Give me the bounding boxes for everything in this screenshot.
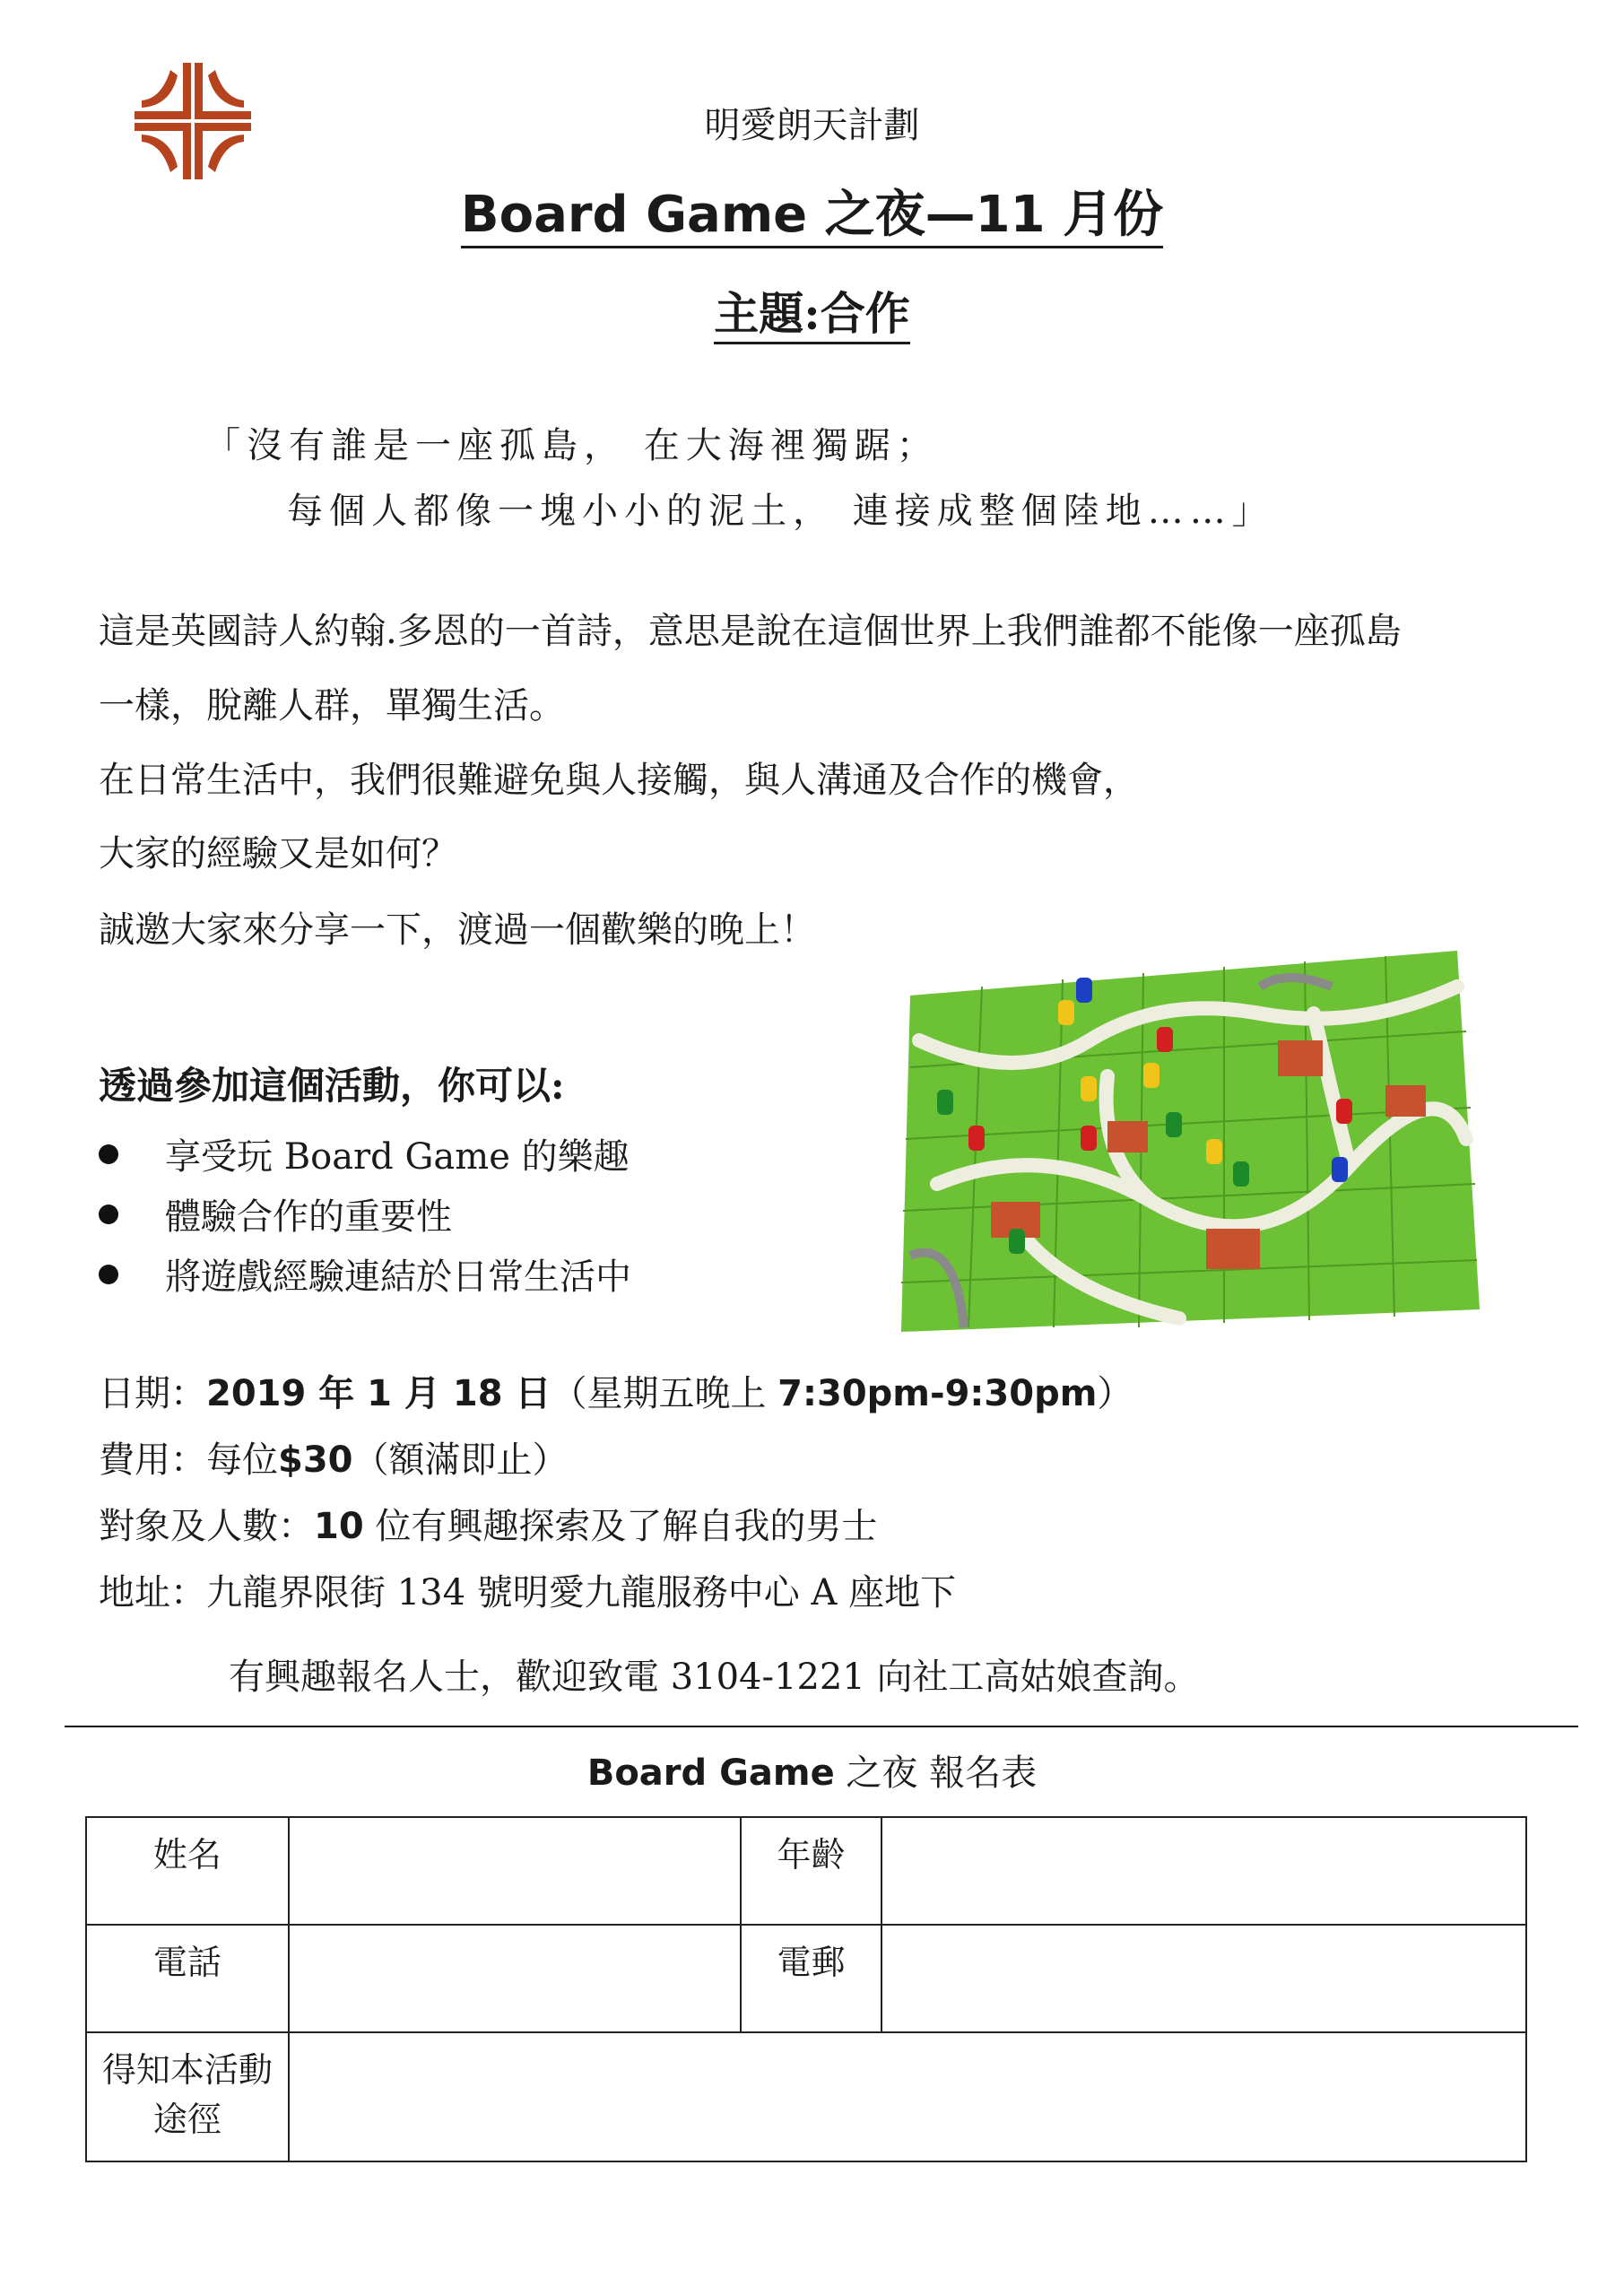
age-field[interactable]	[881, 1817, 1526, 1925]
event-fee: 費用：每位$30（額滿即止）	[99, 1439, 569, 1481]
event-target: 對象及人數：10 位有興趣探索及了解自我的男士	[99, 1506, 878, 1547]
source-field[interactable]	[289, 2032, 1526, 2161]
intro-line-2: 一樣，脫離人群，單獨生活。	[99, 685, 565, 726]
name-field[interactable]	[289, 1817, 741, 1925]
event-date: 日期：2019 年 1 月 18 日（星期五晚上 7:30pm-9:30pm）	[99, 1373, 1133, 1414]
bullet-icon	[99, 1205, 118, 1224]
bullet-icon	[99, 1144, 118, 1164]
age-label: 年齡	[741, 1817, 881, 1925]
email-field[interactable]	[881, 1925, 1526, 2032]
cut-line-divider	[65, 1726, 1578, 1727]
intro-line-1: 這是英國詩人約翰.多恩的一首詩，意思是說在這個世界上我們誰都不能像一座孤島	[99, 611, 1402, 652]
benefit-text: 享受玩 Board Game 的樂趣	[165, 1136, 630, 1178]
form-title: Board Game 之夜 報名表	[586, 1752, 1038, 1794]
bullet-icon	[99, 1265, 118, 1284]
phone-label: 電話	[86, 1925, 289, 2032]
email-label: 電郵	[741, 1925, 881, 2032]
benefit-item	[99, 1128, 630, 1179]
contact-info: 有興趣報名人士，歡迎致電 3104-1221 向社工高姑娘查詢。	[229, 1657, 1200, 1698]
table-row	[86, 1925, 1526, 2032]
intro-line-5: 誠邀大家來分享一下，渡過一個歡樂的晚上！	[99, 909, 816, 951]
benefits-heading: 透過參加這個活動，你可以:	[99, 1064, 565, 1108]
poem-line-1: 「沒有誰是一座孤島， 在大海裡獨踞；	[204, 425, 939, 466]
poem-line-2: 每個人都像一塊小小的泥土， 連接成整個陸地……」	[287, 491, 1274, 532]
organization-name: 明愛朗天計劃	[704, 105, 920, 146]
intro-line-3: 在日常生活中，我們很難避免與人接觸，與人溝通及合作的機會，	[99, 760, 1139, 801]
page-title: Board Game 之夜—11 月份	[0, 175, 1624, 247]
event-address: 地址：九龍界限街 134 號明愛九龍服務中心 A 座地下	[99, 1572, 957, 1613]
benefit-text: 體驗合作的重要性	[165, 1196, 452, 1238]
table-row	[86, 1817, 1526, 1925]
theme-heading: 主題:合作	[0, 278, 1624, 343]
board-game-photo	[883, 933, 1480, 1332]
benefit-text: 將遊戲經驗連結於日常生活中	[165, 1257, 631, 1298]
registration-form-table	[85, 1816, 1527, 2162]
phone-field[interactable]	[289, 1925, 741, 2032]
table-row	[86, 2032, 1526, 2161]
name-label: 姓名	[86, 1817, 289, 1925]
benefit-item	[99, 1188, 452, 1239]
benefit-item	[99, 1248, 631, 1300]
intro-line-4: 大家的經驗又是如何？	[99, 833, 457, 874]
source-label: 得知本活動 途徑	[86, 2032, 289, 2161]
